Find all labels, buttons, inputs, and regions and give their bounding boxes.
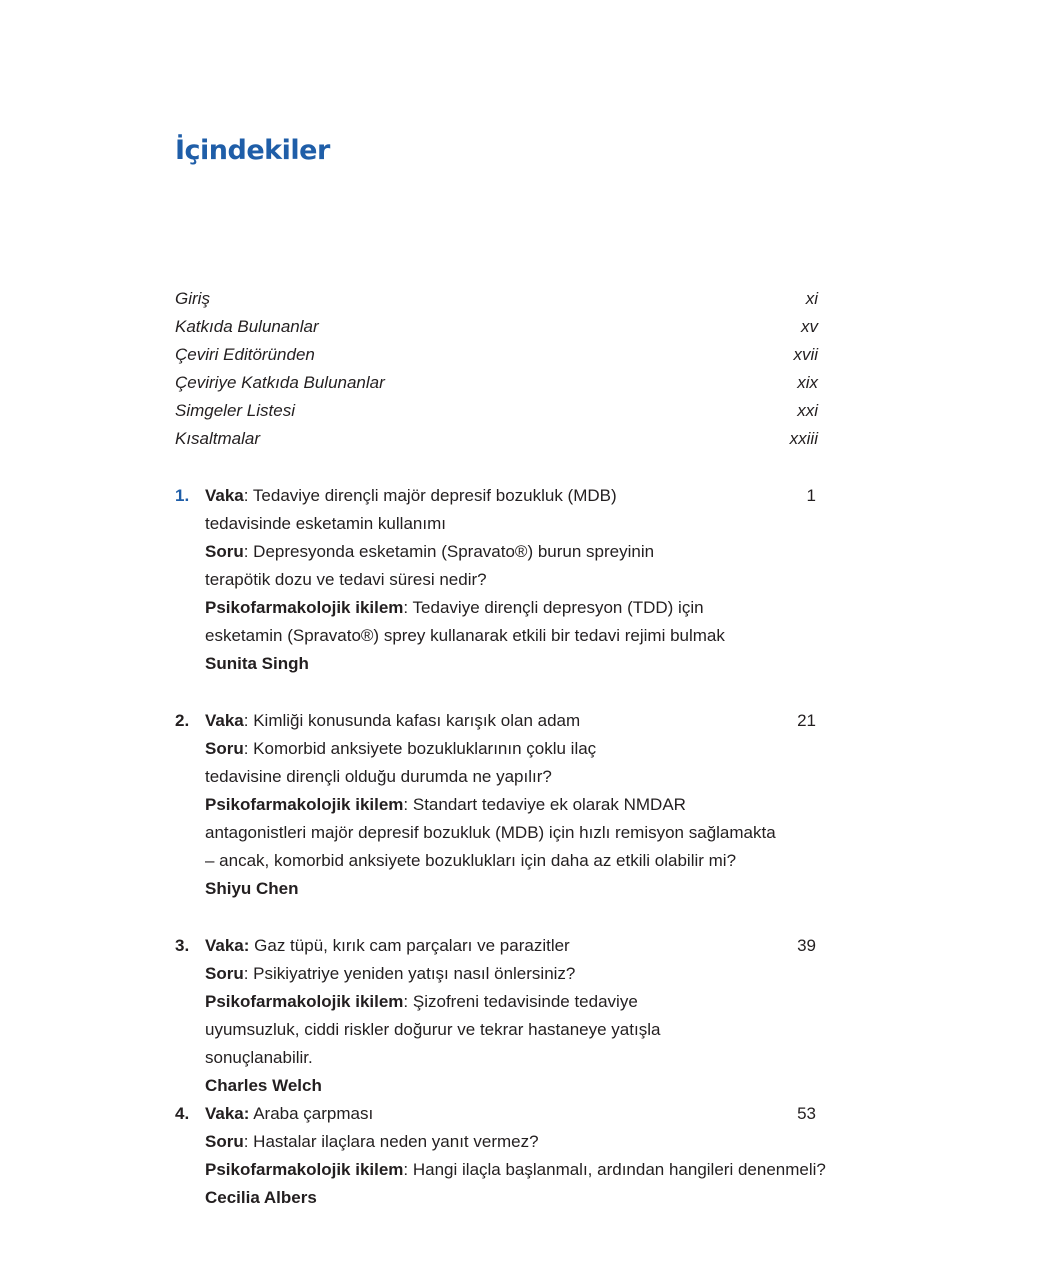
chapter-number: 2. — [175, 711, 190, 730]
ikilem-line — [205, 988, 725, 1072]
vaka-text: : Kimliği konusunda kafası karışık olan adam — [243, 711, 581, 730]
toc-entry-simgeler-listesi[interactable] — [175, 397, 818, 425]
toc-entry-label: Çeviri Editöründen — [175, 345, 315, 364]
toc-entry-label: Katkıda Bulunanlar — [175, 317, 319, 336]
vaka-label: Vaka: — [205, 936, 250, 955]
soru-line — [205, 1128, 818, 1156]
vaka-text: Gaz tüpü, kırık cam parçaları ve parazitler — [249, 936, 570, 955]
ikilem-text: : Hangi ilaçla başlanmalı, ardından hangileri denenmeli? — [403, 1160, 826, 1179]
vaka-line — [205, 932, 745, 960]
toc-entry-page: xix — [797, 373, 818, 392]
soru-line — [205, 538, 655, 594]
toc-entry-label: Giriş — [175, 289, 210, 308]
chapter-entry-3[interactable] — [175, 932, 818, 1100]
soru-label: Soru — [205, 542, 244, 561]
chapter-page: 21 — [797, 711, 816, 730]
ikilem-text: : Tedaviye dirençli depresyon (TDD) için esketamin (Spravato®) sprey kullanarak etkili bir tedavi rejimi bulmak — [205, 598, 725, 645]
soru-label: Soru — [205, 964, 244, 983]
chapter-author: Cecilia Albers — [205, 1188, 317, 1207]
vaka-line — [205, 482, 705, 538]
chapter-author: Shiyu Chen — [205, 879, 299, 898]
chapter-page: 53 — [797, 1104, 816, 1123]
ikilem-line — [205, 594, 725, 650]
toc-entry-page: xxi — [797, 401, 818, 420]
soru-label: Soru — [205, 1132, 244, 1151]
toc-entry-ceviri-editorunden[interactable] — [175, 341, 818, 369]
soru-text: : Hastalar ilaçlara neden yanıt vermez? — [243, 1132, 539, 1151]
toc-entry-label: Kısaltmalar — [175, 429, 261, 448]
toc-entry-giris[interactable] — [175, 285, 818, 313]
chapter-page: 1 — [806, 486, 816, 505]
vaka-text: : Tedaviye dirençli majör depresif bozukluk (MDB) tedavisinde esketamin kullanımı — [205, 486, 617, 533]
chapter-number: 1. — [175, 486, 190, 505]
vaka-text: Araba çarpması — [249, 1104, 374, 1123]
ikilem-line — [205, 1156, 826, 1184]
chapter-number: 3. — [175, 936, 190, 955]
chapter-entry-4[interactable] — [175, 1100, 826, 1212]
vaka-line — [205, 707, 785, 735]
soru-text: : Psikiyatriye yeniden yatışı nasıl önlersiniz? — [243, 964, 576, 983]
soru-text: : Komorbid anksiyete bozukluklarının çoklu ilaç tedavisine dirençli olduğu durumda ne yapılır? — [205, 739, 597, 786]
ikilem-label: Psikofarmakolojik ikilem — [205, 598, 404, 617]
ikilem-label: Psikofarmakolojik ikilem — [205, 795, 404, 814]
chapter-author: Charles Welch — [205, 1076, 322, 1095]
front-matter-list — [175, 285, 818, 453]
page-title: İçindekiler — [175, 135, 330, 166]
chapter-entry-1[interactable] — [175, 482, 818, 678]
vaka-label: Vaka — [205, 711, 244, 730]
toc-entry-label: Çeviriye Katkıda Bulunanlar — [175, 373, 385, 392]
toc-entry-page: xvii — [793, 345, 818, 364]
toc-entry-page: xi — [805, 289, 818, 308]
soru-line — [205, 735, 675, 791]
toc-entry-ceviriye-katkida[interactable] — [175, 369, 818, 397]
ikilem-label: Psikofarmakolojik ikilem — [205, 1160, 404, 1179]
toc-entry-page: xxiii — [789, 429, 818, 448]
soru-line — [205, 960, 745, 988]
ikilem-line — [205, 791, 785, 875]
ikilem-text: : Şizofreni tedavisinde tedaviye uyumsuzluk, ciddi riskler doğurur ve tekrar hastaneye yatışla sonuçlanabilir. — [205, 992, 661, 1067]
toc-entry-page: xv — [801, 317, 818, 336]
soru-text: : Depresyonda esketamin (Spravato®) burun spreyinin terapötik dozu ve tedavi süresi nedir? — [205, 542, 655, 589]
chapter-number: 4. — [175, 1104, 190, 1123]
toc-entry-label: Simgeler Listesi — [175, 401, 295, 420]
chapter-author: Sunita Singh — [205, 654, 309, 673]
chapter-entry-2[interactable] — [175, 707, 818, 903]
ikilem-label: Psikofarmakolojik ikilem — [205, 992, 404, 1011]
vaka-label: Vaka: — [205, 1104, 250, 1123]
ikilem-text: : Standart tedaviye ek olarak NMDAR antagonistleri majör depresif bozukluk (MDB) için hızlı remisyon sağlamakta – ancak, komorbid anksiyete bozuklukları için daha az etkili olabilir mi? — [205, 795, 776, 870]
vaka-line — [205, 1100, 818, 1128]
toc-entry-katkida-bulunanlar[interactable] — [175, 313, 818, 341]
soru-label: Soru — [205, 739, 244, 758]
toc-entry-kisaltmalar[interactable] — [175, 425, 818, 453]
chapter-page: 39 — [797, 936, 816, 955]
vaka-label: Vaka — [205, 486, 244, 505]
